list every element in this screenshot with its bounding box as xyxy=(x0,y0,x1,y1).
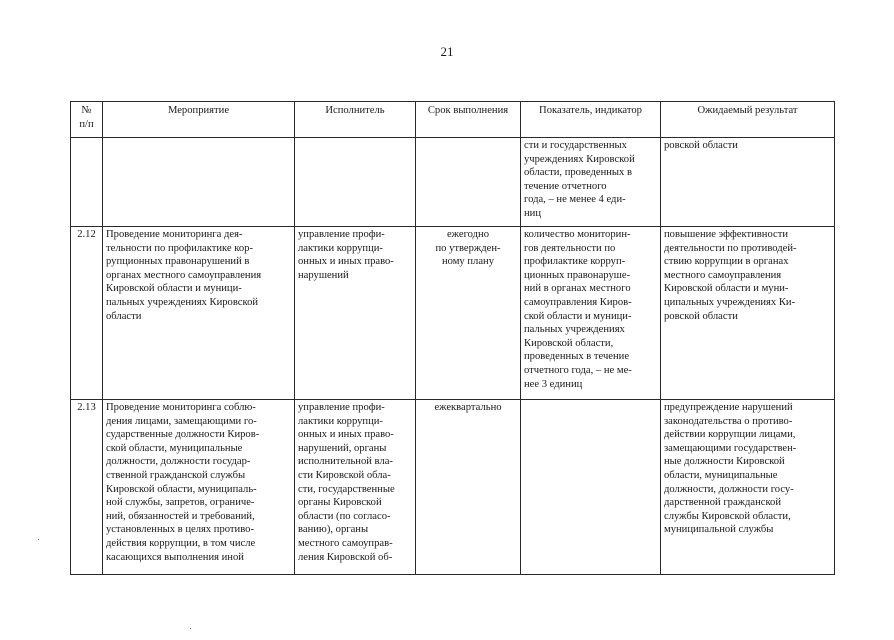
cell-text-line: течение отчетного xyxy=(524,180,607,192)
cell-text-line: ской области и муници- xyxy=(524,310,632,322)
cell-num xyxy=(71,138,103,227)
header-executor: Исполнитель xyxy=(295,102,416,138)
cell-text-line: лактики коррупци- xyxy=(298,415,383,427)
header-result: Ожидаемый результат xyxy=(661,102,835,138)
cell-text-line: года, – не менее 4 еди- xyxy=(524,194,626,206)
cell-deadline xyxy=(416,138,521,227)
cell-text-line: исполнительной вла- xyxy=(298,456,393,468)
cell-text-line: ственной гражданской службы xyxy=(106,469,246,481)
cell-text-line: ному плану xyxy=(441,256,495,268)
header-num: № п/п xyxy=(71,102,103,138)
cell-text-line: сударственные должности Киров- xyxy=(106,429,260,441)
cell-text-line: рупционных правонарушений в xyxy=(106,256,250,268)
cell-text-line: области xyxy=(106,310,142,322)
cell-text-line: Проведение мониторинга соблю- xyxy=(106,402,256,413)
cell-text-line: онных и иных право- xyxy=(298,256,394,268)
cell-text-line: по утвержден- xyxy=(435,242,501,254)
scan-speck xyxy=(38,539,39,540)
table-header-row xyxy=(71,102,835,138)
cell-text-line: Проведение мониторинга дея- xyxy=(106,229,243,240)
cell-text-line: нарушений, органы xyxy=(298,442,387,454)
cell-num: 2.12 xyxy=(71,227,103,400)
cell-text-line: гов деятельности по xyxy=(524,242,616,254)
cell-text-line: сти, государственные xyxy=(298,483,395,495)
cell-text-line: области (по согласо- xyxy=(298,510,391,522)
cell-text-line: лактики коррупци- xyxy=(298,242,383,254)
cell-indicator xyxy=(521,227,661,400)
cell-executor xyxy=(295,400,416,575)
cell-text-line: касающихся выполнения иной xyxy=(106,551,244,563)
cell-text-line: ний в органах местного xyxy=(524,283,631,295)
cell-text-line: Кировской области и муници- xyxy=(106,283,242,295)
cell-text-line: ционных правонаруше- xyxy=(524,269,631,281)
cell-text-line: области, муниципальные xyxy=(664,469,778,481)
cell-text-line: сти и государственных xyxy=(524,140,627,151)
cell-text-line: ствию коррупции в органах xyxy=(664,256,789,268)
cell-deadline xyxy=(416,400,521,575)
header-deadline: Срок выполнения xyxy=(416,102,521,138)
cell-text-line: учреждениях Кировской xyxy=(524,153,635,165)
measures-table xyxy=(70,101,835,575)
cell-text-line: ний, обязанностей и требований, xyxy=(106,510,255,522)
cell-text-line: ровской области xyxy=(664,310,738,322)
cell-text-line: Кировской области, муниципаль- xyxy=(106,483,257,495)
cell-text-line: ванию), органы xyxy=(298,524,369,536)
cell-result xyxy=(661,138,835,227)
cell-indicator xyxy=(521,138,661,227)
cell-text-line: действии коррупции лицами, xyxy=(664,429,796,441)
cell-text-line: нарушений xyxy=(298,269,349,281)
cell-text-line: должности, должности госу- xyxy=(664,483,794,495)
cell-text-line: пальных учреждениях xyxy=(524,324,625,336)
cell-text-line: ления Кировской об- xyxy=(298,551,393,563)
cell-num: 2.13 xyxy=(71,400,103,575)
cell-text-line: количество мониторин- xyxy=(524,229,631,240)
cell-text-line: установленных в целях противо- xyxy=(106,524,254,536)
cell-text-line: самоуправления Киров- xyxy=(524,296,632,308)
cell-text-line: органах местного самоуправления xyxy=(106,269,262,281)
cell-text-line: службы Кировской области, xyxy=(664,510,791,522)
cell-text-line: должности, должности государ- xyxy=(106,456,251,468)
cell-text-line: дения лицами, замещающими го- xyxy=(106,415,257,427)
cell-text-line: деятельности по противодей- xyxy=(664,242,797,254)
cell-text-line: ежегодно xyxy=(446,229,489,240)
cell-text-line: проведенных в течение xyxy=(524,351,630,363)
cell-text-line: сти Кировской обла- xyxy=(298,469,391,481)
table-row xyxy=(71,138,835,227)
cell-text-line: управление профи- xyxy=(298,402,385,413)
cell-text-line: ежеквартально xyxy=(434,402,502,413)
cell-indicator xyxy=(521,400,661,575)
cell-event xyxy=(103,138,295,227)
cell-text-line: профилактике корруп- xyxy=(524,256,626,268)
cell-text-line: предупреждение нарушений xyxy=(664,402,793,413)
cell-text-line: ной службы, запретов, ограниче- xyxy=(106,497,255,509)
cell-text-line: тельности по профилактике кор- xyxy=(106,242,253,254)
cell-executor xyxy=(295,138,416,227)
cell-text-line: повышение эффективности xyxy=(664,229,789,240)
cell-deadline xyxy=(416,227,521,400)
cell-text-line: нее 3 единиц xyxy=(524,378,583,390)
cell-text-line: отчетного года, – не ме- xyxy=(524,364,632,376)
cell-text-line: Кировской области и муни- xyxy=(664,283,789,295)
cell-executor xyxy=(295,227,416,400)
scan-speck xyxy=(190,628,191,629)
cell-text-line: управление профи- xyxy=(298,229,385,240)
cell-result xyxy=(661,227,835,400)
header-event: Мероприятие xyxy=(103,102,295,138)
table-row xyxy=(71,400,835,575)
cell-event xyxy=(103,400,295,575)
cell-text-line: ниц xyxy=(524,207,542,219)
header-indicator: Показатель, индикатор xyxy=(521,102,661,138)
cell-text-line: ровской области xyxy=(664,140,738,151)
cell-text-line: области, проведенных в xyxy=(524,167,632,179)
cell-text-line: ской области, муниципальные xyxy=(106,442,243,454)
cell-text-line: пальных учреждениях Кировской xyxy=(106,296,259,308)
cell-text-line: законодательства о противо- xyxy=(664,415,793,427)
cell-text-line: замещающими государствен- xyxy=(664,442,797,454)
cell-text-line: дарственной гражданской xyxy=(664,497,782,509)
cell-result xyxy=(661,400,835,575)
cell-text-line: местного самоуправления xyxy=(664,269,782,281)
cell-text-line: местного самоуправ- xyxy=(298,537,393,549)
cell-text-line: органы Кировской xyxy=(298,497,382,509)
cell-text-line: ципальных учреждениях Ки- xyxy=(664,296,796,308)
page-number: 21 xyxy=(440,44,454,59)
table-row xyxy=(71,227,835,400)
cell-text-line: Кировской области, xyxy=(524,337,614,349)
cell-text-line: действия коррупции, в том числе xyxy=(106,537,256,549)
cell-event xyxy=(103,227,295,400)
cell-text-line: онных и иных право- xyxy=(298,429,394,441)
cell-text-line: ные должности Кировской xyxy=(664,456,785,468)
cell-text-line: муниципальной службы xyxy=(664,524,774,536)
